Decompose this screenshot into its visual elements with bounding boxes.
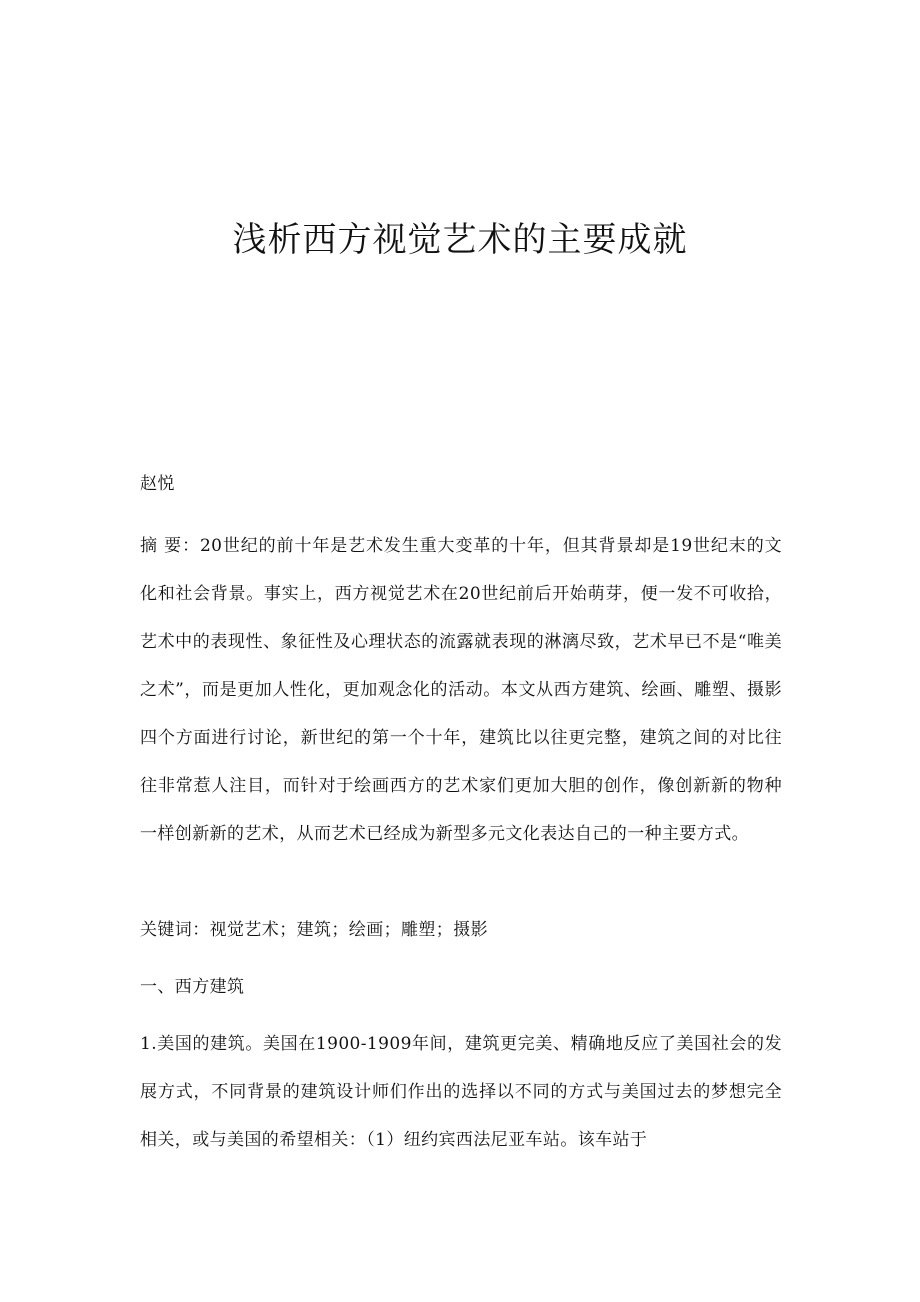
document-title: 浅析西方视觉艺术的主要成就	[232, 220, 688, 260]
author-name: 赵悦	[140, 474, 175, 494]
section-heading: 一、西方建筑	[140, 977, 245, 997]
abstract-paragraph: 摘 要：20世纪的前十年是艺术发生重大变革的十年，但其背景却是19世纪末的文化和社会背景。事实上，西方视觉艺术在20世纪前后开始萌芽，便一发不可收拾，艺术中的表现性、象征性及心理状态的流露就表现的淋漓尽致，艺术早已不是“唯美之术”，而是更加人性化，更加观念化的活动。本文从西方建筑、绘画、雕塑、摄影四个方面进行讨论，新世纪的第一个十年，建筑比以往更完整，建筑之间的对比往往非常惹人注目，而针对于绘画西方的艺术家们更加大胆的创作，像创新新的物种一样创新新的艺术，从而艺术已经成为新型多元文化表达自己的一种主要方式。	[140, 536, 782, 844]
keywords-line: 关键词：视觉艺术；建筑；绘画；雕塑；摄影	[140, 920, 488, 940]
body-paragraph: 1.美国的建筑。美国在1900-1909年间，建筑更完美、精确地反应了美国社会的发展方式，不同背景的建筑设计师们作出的选择以不同的方式与美国过去的梦想完全相关，或与美国的希望相关：（1）纽约宾西法尼亚车站。该车站于	[140, 1034, 782, 1150]
